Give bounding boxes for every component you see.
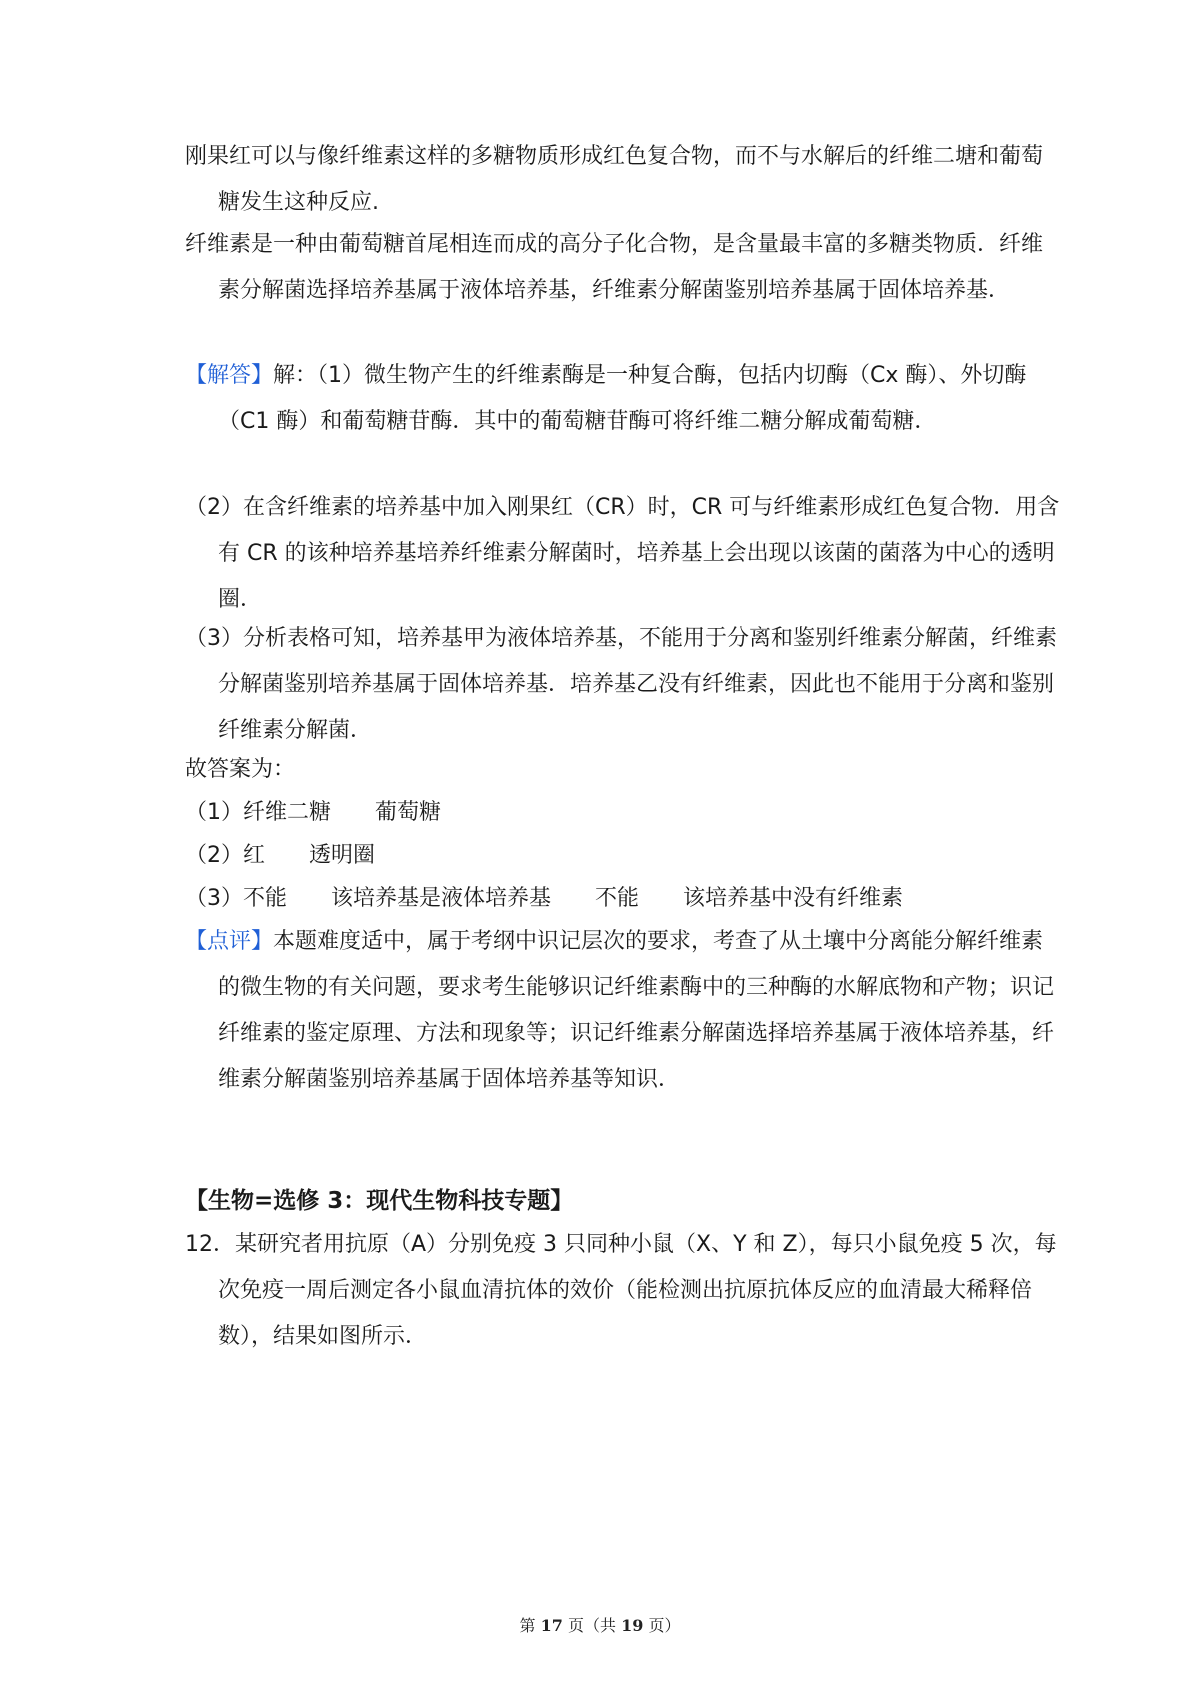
comment-tag: 【点评】 — [185, 929, 274, 954]
answer-line-2: （2）红 透明圈 — [185, 843, 375, 868]
paragraph-cellulose: 纤维素是一种由葡萄糖首尾相连而成的高分子化合物，是含量最丰富的多糖类物质．纤维素分解菌选择培养基属于液体培养基，纤维素分解菌鉴别培养基属于固体培养基． — [185, 232, 1044, 303]
answer-part3: （3）分析表格可知，培养基甲为液体培养基，不能用于分离和鉴别纤维素分解菌，纤维素分解菌鉴别培养基属于固体培养基．培养基乙没有纤维素，因此也不能用于分离和鉴别纤维素分解菌． — [185, 626, 1058, 743]
page-number: 17 — [540, 1616, 563, 1635]
answer-part2: （2）在含纤维素的培养基中加入刚果红（CR）时，CR 可与纤维素形成红色复合物．用含有 CR 的该种培养基培养纤维素分解菌时，培养基上会出现以该菌的菌落为中心的透明圈． — [185, 495, 1060, 612]
total-pages: 19 — [621, 1616, 644, 1635]
question-12: 12．某研究者用抗原（A）分别免疫 3 只同种小鼠（X、Y 和 Z），每只小鼠免疫 5 次，每次免疫一周后测定各小鼠血清抗体的效价（能检测出抗原抗体反应的血清最大稀释倍数），结果如图所示． — [185, 1232, 1057, 1349]
page-footer: 第 17 页（共 19 页） — [519, 1616, 681, 1635]
paragraph-congo-red: 刚果红可以与像纤维素这样的多糖物质形成红色复合物，而不与水解后的纤维二塘和葡萄糖发生这种反应. — [185, 144, 1044, 215]
answer-line-3: （3）不能 该培养基是液体培养基 不能 该培养基中没有纤维素 — [185, 886, 903, 911]
comment-paragraph: 【点评】本题难度适中，属于考纲中识记层次的要求，考查了从土壤中分离能分解纤维素的微生物的有关问题，要求考生能够识记纤维素酶中的三种酶的水解底物和产物；识记纤维素的鉴定原理、方法和现象等；识记纤维素分解菌选择培养基属于液体培养基，纤维素分解菌鉴别培养基属于固体培养基等知识． — [185, 929, 1055, 1092]
answer-conclusion: 故答案为： — [185, 757, 296, 782]
answer-tag: 【解答】 — [185, 363, 274, 388]
answer-part1: 【解答】解：（1）微生物产生的纤维素酶是一种复合酶，包括内切酶（Cx 酶）、外切酶（C1 酶）和葡萄糖苷酶．其中的葡萄糖苷酶可将纤维二糖分解成葡萄糖． — [185, 363, 1027, 434]
section-title: 【生物=选修 3：现代生物科技专题】 — [185, 1188, 574, 1214]
answer-line-1: （1）纤维二糖 葡萄糖 — [185, 800, 441, 825]
